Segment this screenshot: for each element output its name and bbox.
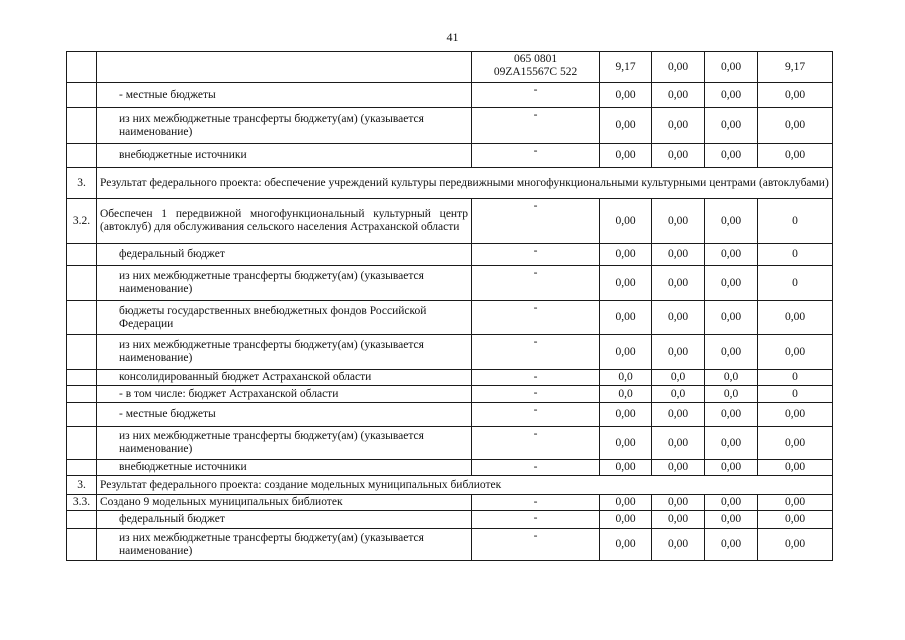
amount-cell-3: 0,00 — [705, 529, 758, 561]
table-row — [67, 52, 833, 83]
budget-code: - — [472, 266, 600, 301]
amount-cell-2: 0,00 — [652, 144, 705, 168]
row-description — [97, 52, 472, 83]
row-description: - местные бюджеты — [97, 403, 472, 427]
row-description: бюджеты государственных внебюджетных фондов Российской Федерации — [97, 301, 472, 335]
amount-cell-2: 0,00 — [652, 460, 705, 476]
row-number — [67, 427, 97, 460]
table-row — [67, 199, 833, 244]
amount-cell-4: 0,00 — [758, 108, 833, 144]
section-result-title: Результат федерального проекта: обеспечение учреждений культуры передвижными многофункциональными культурными центрами (автоклубами) — [97, 168, 833, 199]
row-description: из них межбюджетные трансферты бюджету(ам) (указывается наименование) — [97, 529, 472, 561]
row-number — [67, 529, 97, 561]
amount-cell-3: 0,00 — [705, 199, 758, 244]
amount-cell-2: 0,00 — [652, 427, 705, 460]
budget-code: - — [472, 495, 600, 511]
amount-cell-4: 0,00 — [758, 460, 833, 476]
row-description: из них межбюджетные трансферты бюджету(ам) (указывается наименование) — [97, 335, 472, 370]
amount-cell-1: 0,00 — [600, 335, 652, 370]
amount-cell-3: 0,00 — [705, 403, 758, 427]
budget-code: - — [472, 427, 600, 460]
table-row — [67, 495, 833, 511]
table-row — [67, 83, 833, 108]
amount-cell-1: 0,0 — [600, 386, 652, 403]
row-number — [67, 386, 97, 403]
amount-cell-2: 0,00 — [652, 52, 705, 83]
row-number — [67, 370, 97, 386]
table-row — [67, 386, 833, 403]
amount-cell-4: 0,00 — [758, 335, 833, 370]
amount-cell-1: 0,00 — [600, 266, 652, 301]
budget-code: - — [472, 244, 600, 266]
amount-cell-1: 0,00 — [600, 427, 652, 460]
budget-code: - — [472, 529, 600, 561]
amount-cell-4: 0,00 — [758, 403, 833, 427]
table-row — [67, 335, 833, 370]
amount-cell-2: 0,00 — [652, 511, 705, 529]
table-row — [67, 529, 833, 561]
amount-cell-4: 0,00 — [758, 83, 833, 108]
row-description: внебюджетные источники — [97, 460, 472, 476]
amount-cell-3: 0,00 — [705, 244, 758, 266]
row-description: из них межбюджетные трансферты бюджету(ам) (указывается наименование) — [97, 108, 472, 144]
amount-cell-4: 0,00 — [758, 511, 833, 529]
budget-code: 065 0801 09ZA15567C 522 — [472, 52, 600, 83]
table-row — [67, 370, 833, 386]
amount-cell-4: 0,00 — [758, 495, 833, 511]
row-number: 3. — [67, 476, 97, 495]
budget-code: - — [472, 386, 600, 403]
amount-cell-3: 0,00 — [705, 144, 758, 168]
amount-cell-4: 0,00 — [758, 529, 833, 561]
amount-cell-4: 9,17 — [758, 52, 833, 83]
row-description: из них межбюджетные трансферты бюджету(ам) (указывается наименование) — [97, 266, 472, 301]
amount-cell-2: 0,00 — [652, 495, 705, 511]
amount-cell-4: 0 — [758, 244, 833, 266]
budget-code: - — [472, 301, 600, 335]
amount-cell-4: 0,00 — [758, 427, 833, 460]
amount-cell-1: 0,00 — [600, 403, 652, 427]
row-number — [67, 403, 97, 427]
amount-cell-1: 0,00 — [600, 301, 652, 335]
table-row — [67, 511, 833, 529]
amount-cell-2: 0,00 — [652, 403, 705, 427]
amount-cell-4: 0 — [758, 370, 833, 386]
row-description: консолидированный бюджет Астраханской области — [97, 370, 472, 386]
amount-cell-4: 0 — [758, 266, 833, 301]
budget-table — [66, 51, 833, 561]
amount-cell-3: 0,00 — [705, 52, 758, 83]
amount-cell-3: 0,0 — [705, 386, 758, 403]
amount-cell-3: 0,00 — [705, 460, 758, 476]
amount-cell-3: 0,00 — [705, 335, 758, 370]
row-number — [67, 108, 97, 144]
amount-cell-2: 0,00 — [652, 108, 705, 144]
amount-cell-4: 0,00 — [758, 144, 833, 168]
amount-cell-1: 0,00 — [600, 83, 652, 108]
budget-code: - — [472, 144, 600, 168]
budget-code: - — [472, 370, 600, 386]
amount-cell-4: 0,00 — [758, 301, 833, 335]
row-number — [67, 335, 97, 370]
table-body — [67, 52, 833, 561]
row-number — [67, 52, 97, 83]
amount-cell-3: 0,00 — [705, 511, 758, 529]
section-result-title: Результат федерального проекта: создание модельных муниципальных библиотек — [97, 476, 833, 495]
amount-cell-2: 0,00 — [652, 301, 705, 335]
amount-cell-1: 0,00 — [600, 495, 652, 511]
budget-code: - — [472, 83, 600, 108]
row-description: Создано 9 модельных муниципальных библиотек — [97, 495, 472, 511]
amount-cell-3: 0,00 — [705, 495, 758, 511]
amount-cell-1: 0,00 — [600, 144, 652, 168]
amount-cell-4: 0 — [758, 386, 833, 403]
table-row — [67, 403, 833, 427]
row-number — [67, 83, 97, 108]
amount-cell-1: 0,00 — [600, 244, 652, 266]
amount-cell-1: 0,00 — [600, 511, 652, 529]
table-row — [67, 244, 833, 266]
budget-code: - — [472, 108, 600, 144]
amount-cell-3: 0,00 — [705, 83, 758, 108]
budget-code: - — [472, 335, 600, 370]
row-number — [67, 460, 97, 476]
amount-cell-2: 0,00 — [652, 244, 705, 266]
row-description: федеральный бюджет — [97, 511, 472, 529]
amount-cell-2: 0,00 — [652, 199, 705, 244]
amount-cell-2: 0,00 — [652, 83, 705, 108]
row-number: 3.3. — [67, 495, 97, 511]
amount-cell-2: 0,00 — [652, 335, 705, 370]
table-row — [67, 108, 833, 144]
row-description: внебюджетные источники — [97, 144, 472, 168]
table-row — [67, 427, 833, 460]
amount-cell-1: 0,00 — [600, 460, 652, 476]
table-row — [67, 266, 833, 301]
amount-cell-4: 0 — [758, 199, 833, 244]
row-number — [67, 244, 97, 266]
table-row — [67, 460, 833, 476]
table-row — [67, 476, 833, 495]
budget-code: - — [472, 403, 600, 427]
row-description: - в том числе: бюджет Астраханской области — [97, 386, 472, 403]
amount-cell-2: 0,00 — [652, 266, 705, 301]
row-description: из них межбюджетные трансферты бюджету(ам) (указывается наименование) — [97, 427, 472, 460]
row-description: - местные бюджеты — [97, 83, 472, 108]
row-number — [67, 301, 97, 335]
amount-cell-3: 0,00 — [705, 266, 758, 301]
amount-cell-1: 0,00 — [600, 199, 652, 244]
amount-cell-1: 0,0 — [600, 370, 652, 386]
amount-cell-3: 0,00 — [705, 427, 758, 460]
row-description: Обеспечен 1 передвижной многофункциональный культурный центр (автоклуб) для обслуживания сельского населения Астраханской области — [97, 199, 472, 244]
row-description: федеральный бюджет — [97, 244, 472, 266]
table-row — [67, 301, 833, 335]
amount-cell-2: 0,0 — [652, 386, 705, 403]
row-number — [67, 511, 97, 529]
page-number: 41 — [446, 30, 459, 44]
budget-code: - — [472, 511, 600, 529]
row-number: 3. — [67, 168, 97, 199]
amount-cell-2: 0,00 — [652, 529, 705, 561]
budget-code: - — [472, 199, 600, 244]
amount-cell-3: 0,00 — [705, 301, 758, 335]
amount-cell-1: 0,00 — [600, 529, 652, 561]
budget-code: - — [472, 460, 600, 476]
row-number: 3.2. — [67, 199, 97, 244]
row-number — [67, 266, 97, 301]
amount-cell-1: 0,00 — [600, 108, 652, 144]
amount-cell-2: 0,0 — [652, 370, 705, 386]
row-number — [67, 144, 97, 168]
amount-cell-3: 0,0 — [705, 370, 758, 386]
amount-cell-3: 0,00 — [705, 108, 758, 144]
amount-cell-1: 9,17 — [600, 52, 652, 83]
table-row — [67, 168, 833, 199]
table-row — [67, 144, 833, 168]
